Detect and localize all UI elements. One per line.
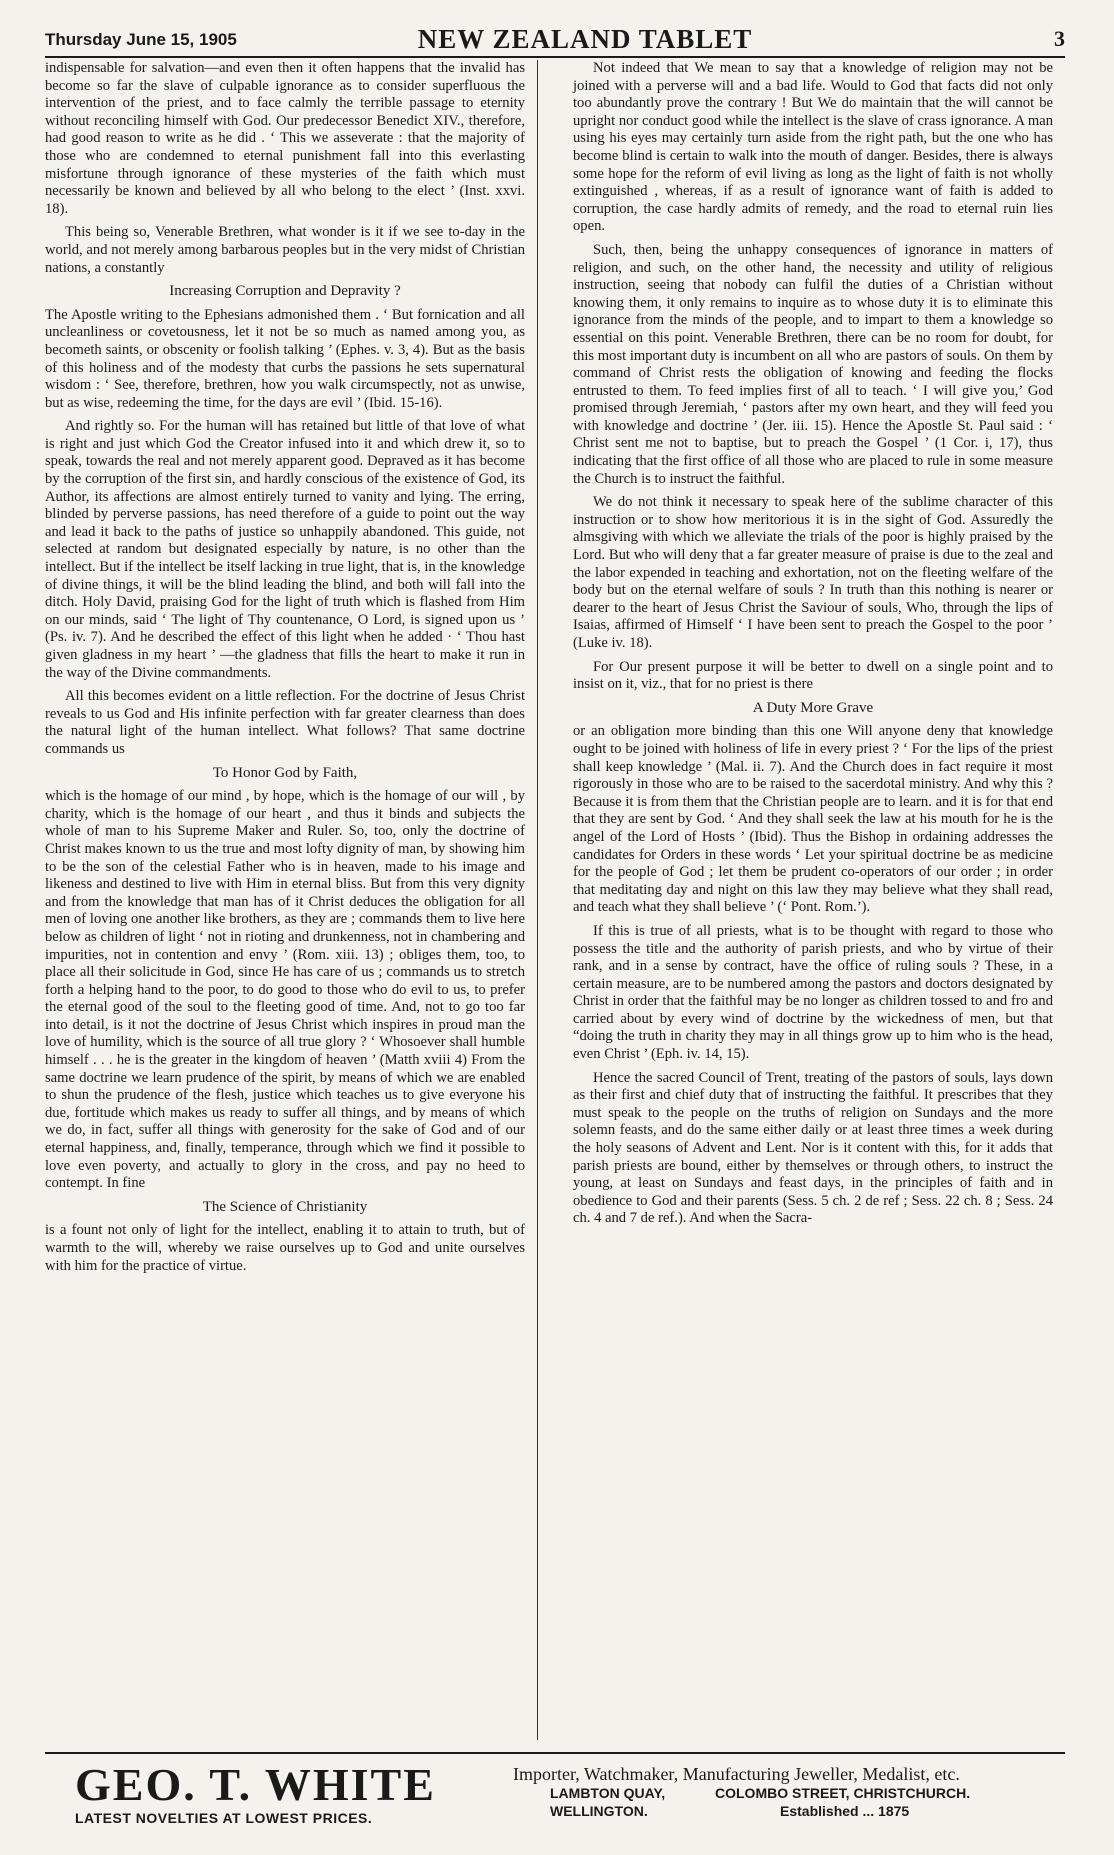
- advert-business-name: GEO. T. WHITE: [75, 1759, 436, 1810]
- article-paragraph: For Our present purpose it will be better to dwell on a single point and to insist on it, viz., that for no priest is there: [573, 658, 1053, 693]
- article-paragraph: Not indeed that We mean to say that a knowledge of religion may not be joined with a perverse will and a bad life. Would to God that facts did not only too abundantly prove the contrary ! But We do maintain that the will cannot be upright nor conduct good while the intellect is the slave of crass ignorance. A man using his eyes may certainly turn aside from the right path, but the one who has become blind is certain to walk into the mouth of danger. Besides, there is always some hope for the reform of evil living as long as the light of faith is not wholly extinguished , whereas, if as a result of ignorance want of faith is added to corruption, the case hardly admits of remedy, and the road to eternal ruin lies open.: [573, 60, 1053, 235]
- article-paragraph: which is the homage of our mind , by hope, which is the homage of our will , by charity, which is the homage of our heart , and thus it binds and subjects the whole of man to his Supreme Maker and Ruler. So, too, only the doctrine of Christ makes known to us the true and most lofty dignity of man, by showing him to be the son of the celestial Father who is in heaven, made to his image and likeness and destined to live with Him in eternal bliss. But from this very dignity and from the knowledge that man has of it Christ deduces the obligation for all men of loving one another like brothers, as they are ; commands them to live here below as children of light ‘ not in rioting and drunkenness, not in chambering and impurities, not in contention and envy ’ (Rom. xiii. 13) ; obliges them, too, to place all their solicitude in God, since He has care of us ; commands us to stretch forth a helping hand to the poor, to do good to those who do evil to us, to prefer the eternal good of the soul to the fleeting good of time. And, not to go too far into detail, is it not the doctrine of Jesus Christ which inspires in proud man the love of humility, which is the source of all true glory ? ‘ Whosoever shall humble himself . . . he is the greater in the kingdom of heaven ’ (Matth xviii 4) From the same doctrine we learn prudence of the spirit, by means of which we are enabled to shun the prudence of the flesh, justice which teaches us to give everyone his due, fortitude which makes us ready to suffer all things, and by means of which we do, in fact, suffer all things with generosity for the sake of God and of our eternal happiness, and, finally, temperance, through which we find it possible to love even poverty, and actually to glory in the cross, and pay no heed to contempt. In fine: [45, 788, 525, 1192]
- article-paragraph: And rightly so. For the human will has retained but little of that love of what is right and just which God the Creator infused into it and which drew it, so to speak, towards the real and not merely apparent good. Depraved as it has become by the corruption of the first sin, and hardly conscious of the existence of God, its Author, its affections are almost entirely turned to vanity and lying. The erring, blinded by perverse passions, has need therefore of a guide to point out the way and lead it back to the paths of justice so unhappily abandoned. This guide, not selected at random but designated especially by nature, is no other than the intellect. But if the intellect be itself lacking in true light, that is, in the knowledge of divine things, it will be the blind leading the blind, and both will fall into the ditch. Holy David, praising God for the light of truth which is flashed from Him on our minds, said ‘ The light of Thy countenance, O Lord, is signed upon us ’ (Ps. iv. 7). And he described the effect of this light when he added · ‘ Thou hast given gladness in my heart ’ —the gladness that fills the heart to make it run in the way of the Divine commandments.: [45, 418, 525, 681]
- article-paragraph: This being so, Venerable Brethren, what wonder is it if we see to-day in the world, and not merely among barbarous peoples but in the very midst of Christian nations, a constantly: [45, 224, 525, 276]
- advert-location: COLOMBO STREET, CHRISTCHURCH.: [715, 1785, 971, 1801]
- page-number: 3: [1054, 26, 1065, 51]
- left-column: [45, 60, 525, 1740]
- article-paragraph: indispensable for salvation—and even then it often happens that the invalid has become so far the slave of culpable ignorance as to consider superfluous the intervention of the priest, and to face calmly the terrible passage to eternity without reconciling himself with God. Our predecessor Benedict XIV., therefore, had good reason to write as he did . ‘ This we asseverate : that the majority of those who are condemned to eternal punishment fall into this everlasting misfortune through ignorance of these mysteries of the faith which must necessarily be known and believed by all who belong to the elect ’ (Inst. xxvi. 18).: [45, 60, 525, 217]
- article-paragraph: is a fount not only of light for the intellect, enabling it to attain to truth, but of warmth to the will, whereby we raise ourselves up to God and unite ourselves with him for the practice of virtue.: [45, 1222, 525, 1274]
- advert-slogan: LATEST NOVELTIES AT LOWEST PRICES.: [75, 1810, 373, 1826]
- column-divider: [537, 60, 538, 1740]
- advert-established: Established ... 1875: [780, 1803, 910, 1819]
- article-paragraph: We do not think it necessary to speak here of the sublime character of this instruction or to show how meritorious it is in the sight of God. Assuredly the almsgiving with which we alleviate the trials of the poor is highly praised by the Lord. But who will deny that a far greater measure of praise is due to the zeal and the labor expended in teaching and exhortation, not on the fleeting welfare of the body but on the eternal welfare of souls ? In truth than this nothing is nearer or dearer to the heart of Jesus Christ the Saviour of souls, Who, through the lips of Isaias, affirmed of Himself ‘ I have been sent to preach the Gospel to the poor ’ (Luke iv. 18).: [573, 494, 1053, 651]
- section-heading: The Science of Christianity: [202, 1198, 368, 1215]
- issue-date: Thursday June 15, 1905: [45, 30, 237, 49]
- masthead: [45, 24, 1065, 54]
- article-paragraph: Hence the sacred Council of Trent, treating of the pastors of souls, lays down as their first and chief duty that of instructing the faithful. It prescribes that they must speak to the people on the truths of religion on Sundays and the more solemn feasts, and do the same either daily or at least three times a week during the holy seasons of Advent and Lent. Nor is it content with this, for it adds that parish priests are bound, either by themselves or through others, to instruct the young, at least on Sundays and feast days, in the principles of faith and in obedience to God and their parents (Sess. 5 ch. 2 de ref ; Sess. 22 ch. 8 ; Sess. 24 ch. 4 and 7 de ref.). And when the Sacra-: [573, 1069, 1053, 1227]
- section-heading: Increasing Corruption and Depravity ?: [169, 283, 401, 300]
- advert-description: Importer, Watchmaker, Manufacturing Jeweller, Medalist, etc.: [513, 1764, 960, 1784]
- newspaper-title: NEW ZEALAND TABLET: [417, 24, 753, 54]
- masthead-rule: [45, 56, 1065, 58]
- article-paragraph: All this becomes evident on a little reflection. For the doctrine of Jesus Christ reveals to us God and His infinite perfection with far greater clearness than does the natural light of the human intellect. What follows? That same doctrine commands us: [45, 688, 525, 757]
- advert-location: LAMBTON QUAY,: [550, 1785, 666, 1801]
- advert-rule: [45, 1752, 1065, 1754]
- article-paragraph: or an obligation more binding than this one Will anyone deny that knowledge ought to be joined with holiness of life in every priest ? ‘ For the lips of the priest shall keep knowledge ’ (Mal. ii. 7). And the Church does in fact require it most rigorously in those who are to be raised to the sacerdotal ministry. And why this ? Because it is from them that the Christian people are to learn. and it is for that end that they are sent by God. ‘ And they shall seek the law at his mouth for he is the angel of the Lord of Hosts ’ (Ibid). Thus the Bishop in ordaining addresses the candidates for Orders in these words ‘ Let your spiritual doctrine be as medicine for the people of God ; let them be prudent co-operators of our order ; in order that meditating day and night on this law they may believe what they shall read, and teach what they shall believe ’ (‘ Pont. Rom.’).: [573, 723, 1053, 916]
- advert-location: WELLINGTON.: [550, 1803, 648, 1819]
- article-paragraph: Such, then, being the unhappy consequences of ignorance in matters of religion, and such, on the other hand, the necessity and utility of religious instruction, seeing that nobody can fulfil the duties of a Christian without knowing them, it only remains to inquire as to whose duty it is to eliminate this ignorance from the minds of the people, and to impart to them a knowledge so essential on this point. Venerable Brethren, there can be no room for doubt, for this most important duty is incumbent on all who are pastors of souls. On them by command of Christ rests the obligation of knowing and feeding the flocks entrusted to them. To feed implies first of all to teach. ‘ I will give you,’ God promised through Jeremiah, ‘ pastors after my own heart, and they will feed you with knowledge and doctrine ’ (Jer. iii. 15). Hence the Apostle St. Paul said : ‘ Christ sent me not to baptise, but to preach the Gospel ’ (1 Cor. i, 17), thus indicating that the first office of all those who are placed to rule in some measure the Church is to instruct the faithful.: [573, 241, 1053, 487]
- right-column: [573, 60, 1053, 1740]
- article-paragraph: If this is true of all priests, what is to be thought with regard to those who possess the title and the authority of parish priests, and who by virtue of their rank, and in a sense by contract, have the office of ruling souls ? These, in a certain measure, are to be numbered among the pastors and doctors designated by Christ in order that the faithful may be no longer as children tossed to and fro and carried about by every wind of doctrine by the wickedness of men, but that “doing the truth in charity they may in all things grow up to him who is the head, even Christ ’ (Eph. iv. 14, 15).: [573, 922, 1053, 1063]
- article-paragraph: The Apostle writing to the Ephesians admonished them . ‘ But fornication and all uncleanliness or covetousness, let it not be so much as named among you, as becometh saints, or obscenity or foolish talking ’ (Ephes. v. 3, 4). But as the basis of this holiness and of the modesty that curbs the passions he sets supernatural wisdom : ‘ See, therefore, brethren, how you walk circumspectly, not as unwise, but as wise, redeeming the time, for the days are evil ’ (Ibid. 15-16).: [45, 306, 525, 411]
- section-heading: A Duty More Grave: [752, 699, 874, 716]
- advertisement: [45, 1760, 1065, 1830]
- section-heading: To Honor God by Faith,: [212, 764, 358, 781]
